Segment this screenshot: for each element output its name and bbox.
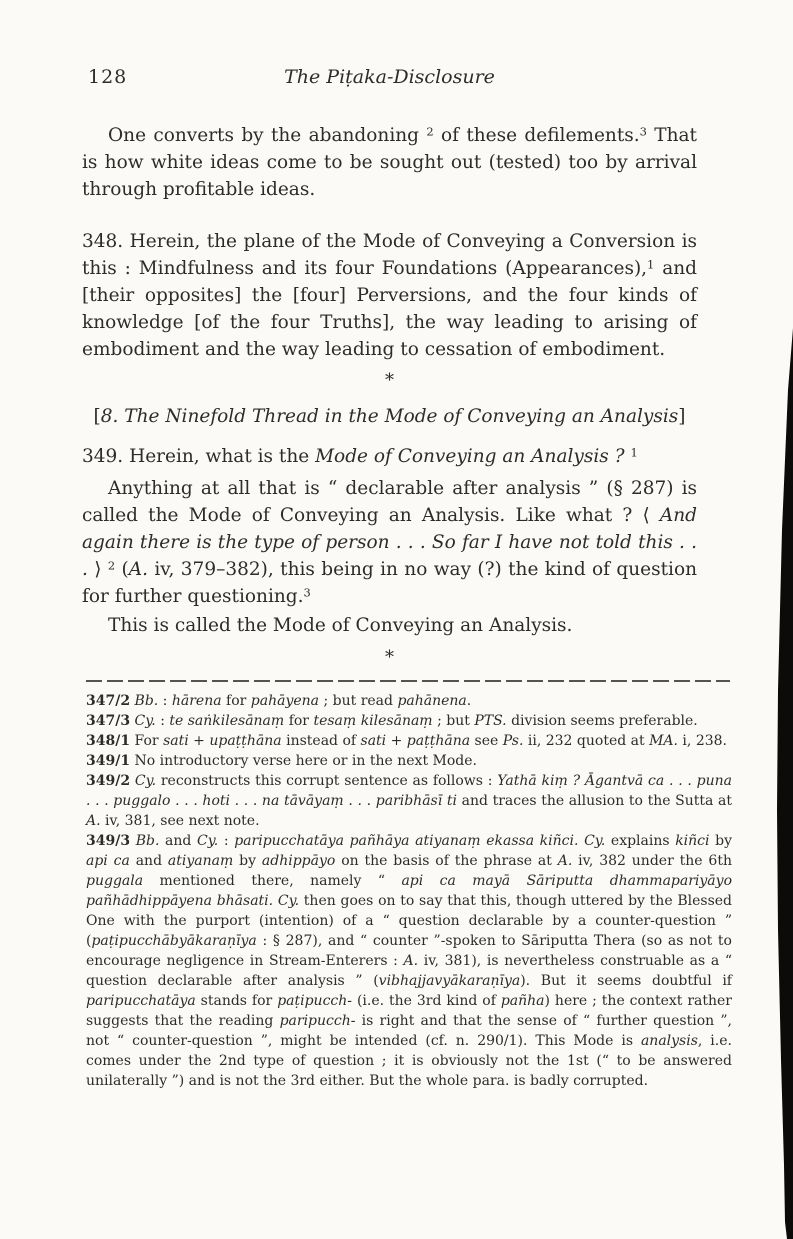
- section-heading-8: [8. The Ninefold Thread in the Mode of Conveying an Analysis]: [93, 406, 686, 427]
- section-star: *: [385, 370, 394, 391]
- page-header: [82, 64, 697, 91]
- main-text-block: [82, 64, 697, 671]
- paragraph-349-question: 349. Herein, what is the Mode of Conveying an Analysis ? $^1$: [82, 445, 638, 467]
- footnote-349-2: 349/2 Cy. reconstructs this corrupt sentence as follows : Yathā kiṃ ? Āgantvā ca . . . puna . . . puggalo . . . hoti . . . na tāvāyaṃ . . . paribhāsī ti and traces the allusion to the Sutta at A. iv, 381, see next note.: [86, 773, 732, 829]
- footnote-348-1: 348/1 For sati + upaṭṭhāna instead of sati + paṭṭhāna see Ps. ii, 232 quoted at MA. i, 238.: [86, 733, 727, 749]
- paragraph-349-conclusion: This is called the Mode of Conveying an Analysis.: [108, 615, 573, 636]
- footnote-347-2: 347/2 Bb. : hārena for pahāyena ; but read pahānena.: [86, 693, 472, 709]
- paragraph-348: 348. Herein, the plane of the Mode of Conveying a Conversion is this : Mindfulness and its four Foundations (Appearances),$^1$ and [their opposites] the [four] Perversions, and the four kinds of knowledge [of the four Truths], the way leading to arising of embodiment and the way leading to cessation of embodiment.: [82, 231, 697, 360]
- footnote-divider: [86, 680, 730, 682]
- running-title: The Piṭaka-Disclosure: [284, 66, 495, 88]
- footnote-349-3: 349/3 Bb. and Cy. : paripucchatāya pañhāya atiyanaṃ ekassa kiñci. Cy. explains kiñci by api ca and atiyanaṃ by adhippāyo on the basis of the phrase at A. iv, 382 under the 6th puggala mentioned there, namely “ api ca mayā Sāriputta dhammapariyāyo pañhādhippāyena bhāsati. Cy. then goes on to say that this, though uttered by the Blessed One with the purport (intention) of a “ question declarable by a counter-question ” (paṭipucchābyākaraṇīya : § 287), and “ counter ”-spoken to Sāriputta Thera (so as not to encourage negligence in Stream-Enterers : A. iv, 381), is nevertheless construable as a “ question declarable after analysis ” (vibhajjavyākaraṇīya). But it seems doubtful if paripucchatāya stands for paṭipucch- (i.e. the 3rd kind of pañha) here ; the context rather suggests that the reading paripucch- is right and that the sense of “ further question ”, not “ counter-question ”, might be intended (cf. n. 290/1). This Mode is analysis, i.e. comes under the 2nd type of question ; it is obviously not the 1st (“ to be answered unilaterally ”) and is not the 3rd either. But the whole para. is badly corrupted.: [86, 833, 733, 1089]
- footnotes-block: [86, 680, 732, 1091]
- paragraph-intro: One converts by the abandoning $^2$ of these defilements.$^3$ That is how white ideas come to be sought out (tested) too by arrival through profitable ideas.: [82, 124, 697, 200]
- paragraph-349-answer: Anything at all that is “ declarable after analysis ” (§ 287) is called the Mode of Conveying an Analysis. Like what ? ⟨ And again there is the type of person . . . So far I have not told this . . . ⟩ $^2$ (A. iv, 379–382), this being in no way (?) the kind of question for further questioning.$^3$: [82, 478, 698, 607]
- scan-gutter-shadow: [771, 0, 793, 1239]
- page-number: 128: [88, 66, 128, 88]
- footnote-347-3: 347/3 Cy. : te saṅkilesānaṃ for tesaṃ kilesānaṃ ; but PTS. division seems preferable.: [86, 713, 698, 729]
- footnote-349-1: 349/1 No introductory verse here or in the next Mode.: [86, 753, 477, 769]
- section-star: *: [385, 647, 394, 668]
